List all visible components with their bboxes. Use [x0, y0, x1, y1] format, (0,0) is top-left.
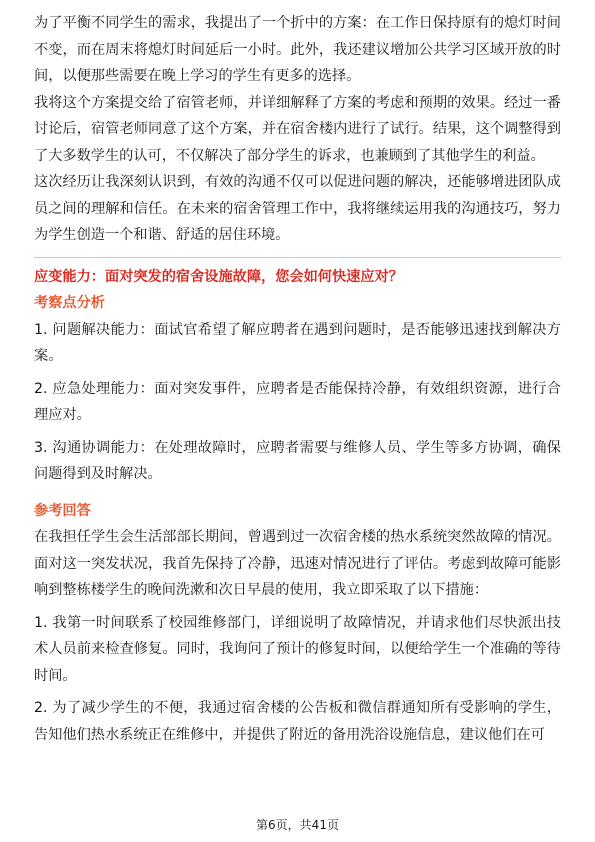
answer-item: 2. 为了减少学生的不便，我通过宿舍楼的公告板和微信群通知所有受影响的学生，告知他们热水系统正在维修中，并提供了附近的备用洗浴设施信息，建议他们在可 [34, 700, 561, 743]
intro-paragraph-3: 这次经历让我深刻认识到，有效的沟通不仅可以促进问题的解决，还能够增进团队成员之间的理解和信任。在未来的宿舍管理工作中，我将继续运用我的沟通技巧，努力为学生创造一个和谐、舒适的居住环境。 [34, 174, 561, 243]
analysis-item: 3. 沟通协调能力：在处理故障时，应聘者需要与维修人员、学生等多方协调，确保问题得到及时解决。 [34, 439, 561, 482]
intro-paragraph-1: 为了平衡不同学生的需求，我提出了一个折中的方案：在工作日保持原有的熄灯时间不变，而在周末将熄灯时间延后一小时。此外，我还建议增加公共学习区域开放的时间，以便那些需要在晚上学习的学生有更多的选择。 [34, 15, 561, 84]
analysis-heading: 考察点分析 [34, 295, 105, 311]
intro-paragraph-2: 我将这个方案提交给了宿管老师，并详细解释了方案的考虑和预期的效果。经过一番讨论后，宿管老师同意了这个方案，并在宿舍楼内进行了试行。结果，这个调整得到了大多数学生的认可，不仅解决了部分学生的诉求，也兼顾到了其他学生的利益。 [34, 94, 561, 164]
analysis-item: 1. 问题解决能力：面试官希望了解应聘者在遇到问题时，是否能够迅速找到解决方案。 [34, 321, 561, 364]
question-title: 应变能力：面对突发的宿舍设施故障，您会如何快速应对？ [34, 268, 403, 285]
section-divider [34, 257, 561, 258]
page-content [34, 10, 561, 754]
answer-item: 1. 我第一时间联系了校园维修部门，详细说明了故障情况，并请求他们尽快派出技术人员前来检查修复。同时，我询问了预计的修复时间，以便给学生一个准确的等待时间。 [34, 614, 561, 684]
page-number: 第6页，共41页 [256, 818, 339, 832]
answer-intro: 在我担任学生会生活部部长期间，曾遇到过一次宿舍楼的热水系统突然故障的情况。面对这一突发状况，我首先保持了冷静，迅速对情况进行了评估。考虑到故障可能影响到整栋楼学生的晚间洗漱和次日早晨的使用，我立即采取了以下措施： [34, 529, 561, 598]
analysis-item: 2. 应急处理能力：面对突发事件，应聘者是否能保持冷静，有效组织资源，进行合理应对。 [34, 380, 561, 423]
answer-heading: 参考回答 [34, 502, 91, 519]
